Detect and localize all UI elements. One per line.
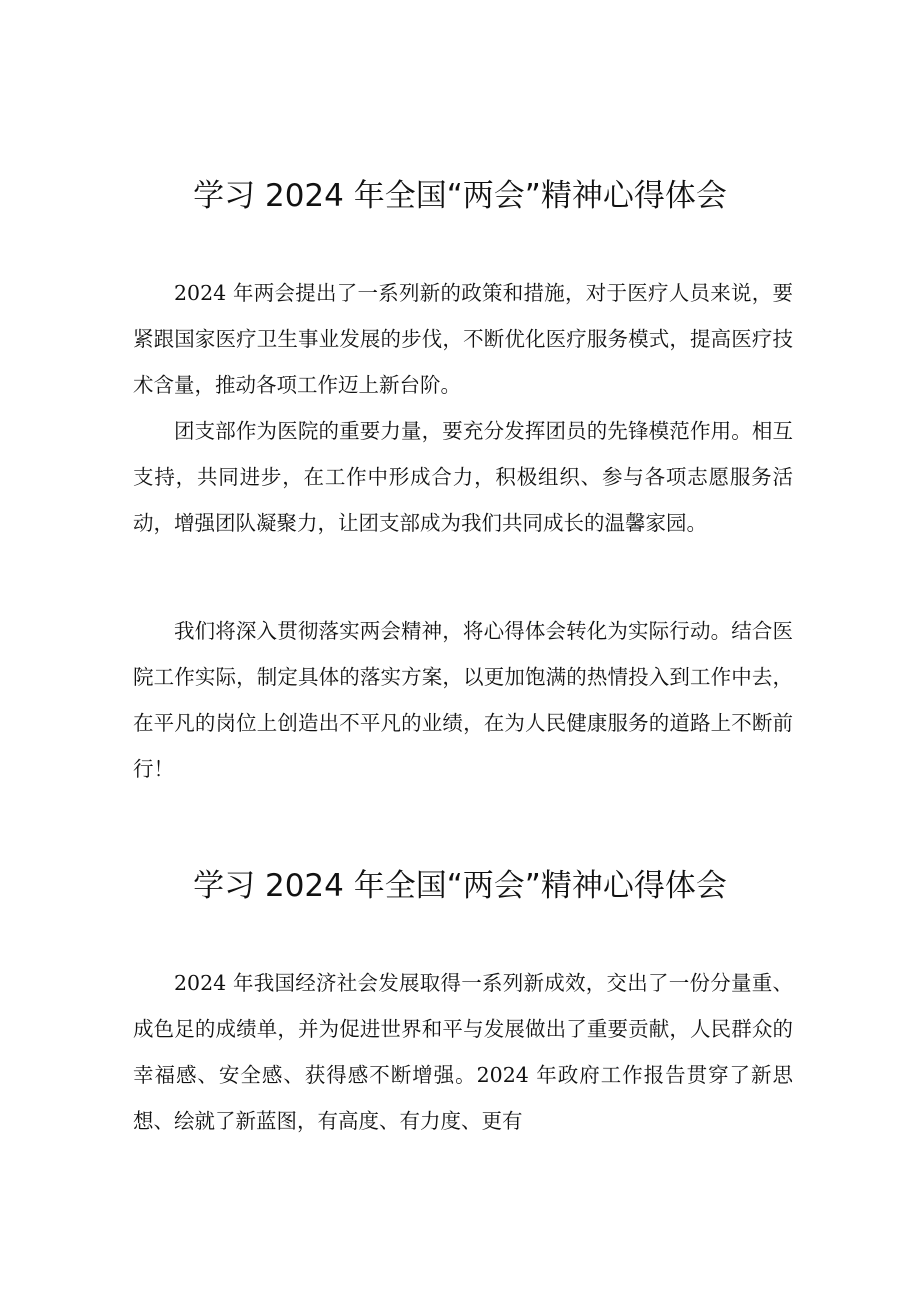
section-title: 学习 2024 年全国“两会”精神心得体会: [193, 178, 727, 214]
body-paragraph: 团支部作为医院的重要力量，要充分发挥团员的先锋模范作用。相互支持，共同进步，在工作中形成合力，积极组织、参与各项志愿服务活动，增强团队凝聚力，让团支部成为我们共同成长的温馨家园。: [133, 419, 793, 535]
body-paragraph: 2024 年两会提出了一系列新的政策和措施，对于医疗人员来说，要紧跟国家医疗卫生事业发展的步伐，不断优化医疗服务模式，提高医疗技术含量，推动各项工作迈上新台阶。: [133, 281, 793, 397]
section-title: 学习 2024 年全国“两会”精神心得体会: [193, 868, 727, 904]
body-paragraph: 我们将深入贯彻落实两会精神，将心得体会转化为实际行动。结合医院工作实际，制定具体的落实方案，以更加饱满的热情投入到工作中去，在平凡的岗位上创造出不平凡的业绩，在为人民健康服务的道路上不断前行！: [133, 619, 793, 781]
body-paragraph: 2024 年我国经济社会发展取得一系列新成效，交出了一份分量重、成色足的成绩单，并为促进世界和平与发展做出了重要贡献，人民群众的幸福感、安全感、获得感不断增强。2024 年政府工作报告贯穿了新思想、绘就了新蓝图，有高度、有力度、更有: [133, 971, 793, 1133]
